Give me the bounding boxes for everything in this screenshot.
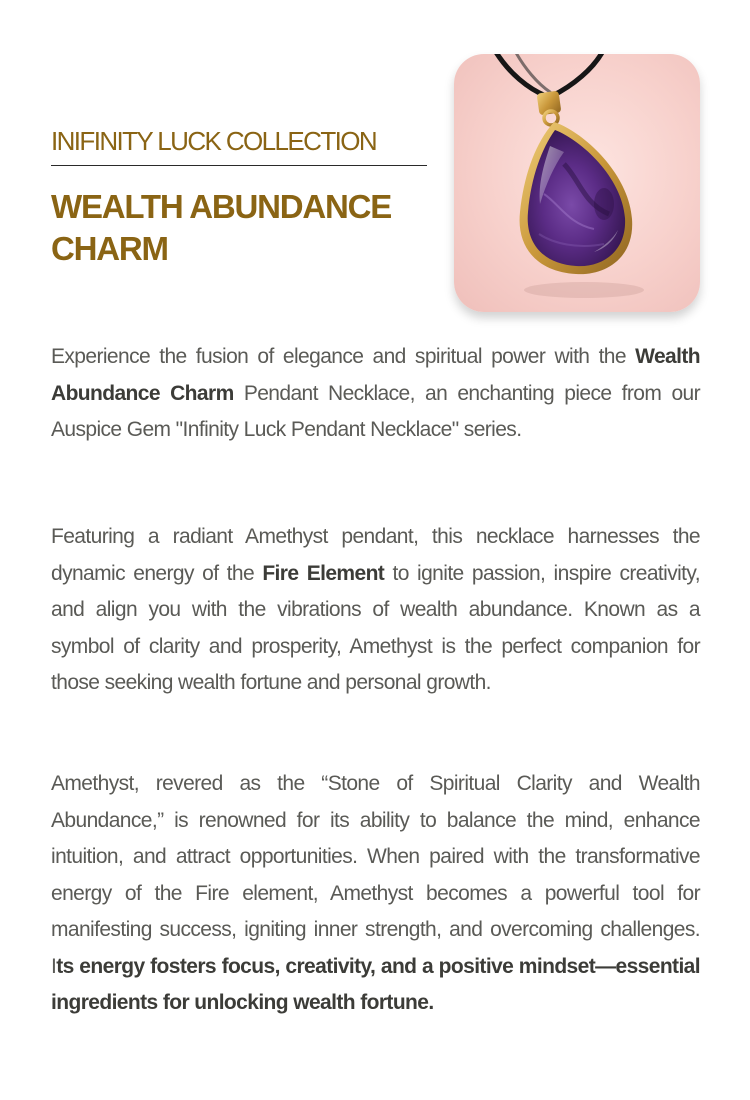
description-paragraph-2: Featuring a radiant Amethyst pendant, this necklace harnesses the dynamic energy of the Fire Element to ignite passion, inspire creativity, and align you with the vibrations of wealth abundance. Known as a symbol of clarity and prosperity, Amethyst is the perfect companion for those seeking wealth fortune and personal growth. (51, 525, 700, 694)
description-paragraph-1: Experience the fusion of elegance and spiritual power with the Wealth Abundance Charm Pendant Necklace, an enchanting piece from our Auspice Gem "Infinity Luck Pendant Necklace" series. (51, 345, 700, 441)
product-image (454, 54, 700, 312)
collection-label: INIFINITY LUCK COLLECTION (51, 126, 427, 166)
product-name-bold: Wealth Abundance Charm (51, 345, 700, 405)
description-paragraph-3: Amethyst, revered as the “Stone of Spiritual Clarity and Wealth Abundance,” is renowned for its ability to balance the mind, enhance intuition, and attract opportunities. When paired with the transformative energy of the Fire element, Amethyst becomes a powerful tool for manifesting success, igniting inner strength, and overcoming challenges. Its energy fosters focus, creativity, and a positive mindset—essential ingredients for unlocking wealth fortune. (51, 772, 700, 1014)
amethyst-pendant-icon (454, 54, 700, 312)
product-title: WEALTH ABUNDANCE CHARM (51, 188, 392, 267)
fire-element-bold: Fire Element (262, 561, 385, 585)
energy-emphasis-bold: ts energy fosters focus, creativity, and a positive mindset—essential ingredients for unlocking wealth fortune. (51, 954, 700, 1014)
